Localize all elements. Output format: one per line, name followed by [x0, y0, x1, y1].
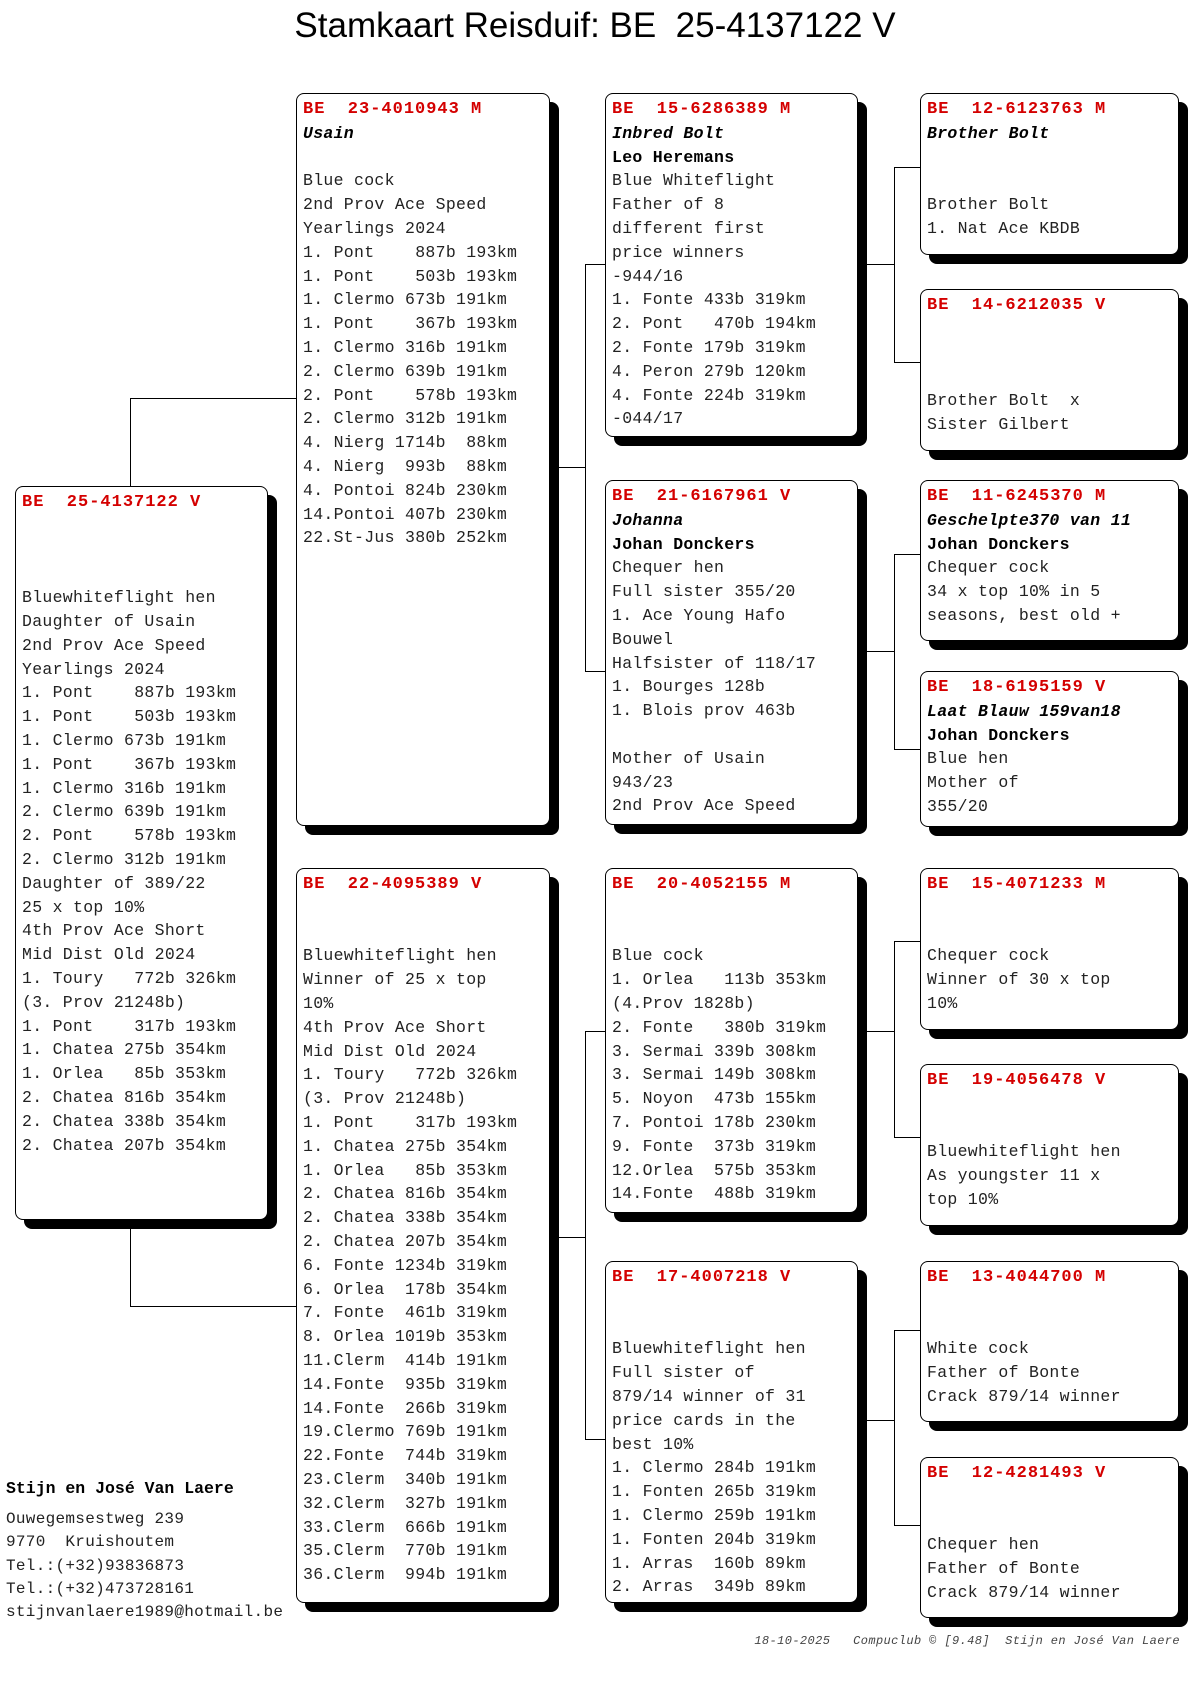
pigeon-info-line: 1. Pont 503b 193km [22, 707, 237, 727]
connector [585, 1031, 586, 1440]
pigeon-info-line: Chequer cock [927, 558, 1050, 578]
pigeon-info-line: Father of 8 [612, 195, 725, 215]
pigeon-owner [927, 1117, 1172, 1141]
pigeon-info-line: 1. Pont 317b 193km [303, 1112, 518, 1132]
pigeon-info-line: 2nd Prov Ace Speed [22, 635, 206, 655]
pigeon-info-line: 2nd Prov Ace Speed [303, 195, 487, 215]
pigeon-info-line: 4th Prov Ace Short [22, 921, 206, 941]
pigeon-info-line [927, 365, 1172, 389]
pigeon-info-line: 2. Clermo 639b 191km [303, 361, 508, 381]
pigeon-card-sire-sire[interactable] [605, 93, 858, 437]
pigeon-card-sire-dam-sire[interactable] [920, 480, 1179, 641]
page-title: Stamkaart Reisduif: BE 25-4137122 V [294, 6, 896, 45]
connector [866, 651, 894, 652]
connector [585, 264, 605, 265]
pigeon-info-line: 22.St-Jus 380b 252km [303, 528, 508, 548]
pigeon-info-line: Winner of 25 x top [303, 970, 487, 990]
pigeon-info-line: Halfsister of 118/17 [612, 653, 817, 673]
pigeon-owner: Johan Donckers [612, 534, 755, 554]
pigeon-info-line: 1. Pont 887b 193km [303, 242, 518, 262]
connector [585, 1031, 605, 1032]
pigeon-name: Laat Blauw 159van18 [927, 701, 1121, 721]
pigeon-info-line: 14.Fonte 266b 319km [303, 1398, 508, 1418]
pigeon-info-line: 1. Arras 160b 89km [612, 1553, 806, 1573]
pigeon-info-line: 1. Clermo 259b 191km [612, 1505, 817, 1525]
ring-number: BE 15-6286389 M [612, 100, 792, 119]
pigeon-name: Johanna [612, 510, 684, 530]
pigeon-owner [612, 921, 851, 945]
pigeon-info-line: best 10% [612, 1434, 694, 1454]
connector [894, 554, 895, 750]
pigeon-info-line: 10% [303, 993, 334, 1013]
connector [130, 1306, 296, 1307]
footer-credit: 18-10-2025 Compuclub © [9.48] Stijn en José Van Laere [754, 1634, 1180, 1648]
pigeon-info-line: price winners [612, 242, 745, 262]
pigeon-info-line: White cock [927, 1339, 1030, 1359]
breeder-line: Tel.:(+32)93836873 [6, 1556, 185, 1575]
pigeon-info-line: 2. Chatea 338b 354km [22, 1111, 227, 1131]
pigeon-card-dam[interactable] [296, 868, 550, 1603]
breeder-line: 9770 Kruishoutem [6, 1533, 175, 1552]
pigeon-name [927, 897, 1172, 921]
pigeon-info-line: 7. Pontoi 178b 230km [612, 1112, 817, 1132]
pigeon-info-line: 2. Clermo 639b 191km [22, 802, 227, 822]
pigeon-info-line: 8. Orlea 1019b 353km [303, 1327, 508, 1347]
pigeon-info-line: 5. Noyon 473b 155km [612, 1089, 817, 1109]
pigeon-info-line: Bluewhiteflight hen [612, 1339, 806, 1359]
pigeon-info-line: 1. Bourges 128b [612, 677, 766, 697]
ring-number: BE 12-6123763 M [927, 100, 1107, 119]
pigeon-info-line: 7. Fonte 461b 319km [303, 1303, 508, 1323]
pigeon-info-line: 4. Nierg 993b 88km [303, 456, 508, 476]
pigeon-info-line: 1. Clermo 673b 191km [303, 290, 508, 310]
pigeon-info-line: Chequer hen [612, 558, 725, 578]
pigeon-info-line: 2. Chatea 816b 354km [22, 1087, 227, 1107]
connector [866, 264, 894, 265]
pigeon-owner [927, 1510, 1172, 1534]
ring-number: BE 21-6167961 V [612, 487, 792, 506]
pigeon-info-line: 3. Sermai 149b 308km [612, 1065, 817, 1085]
pigeon-info-line: 34 x top 10% in 5 [927, 582, 1101, 602]
ring-number: BE 15-4071233 M [927, 875, 1107, 894]
pigeon-info-line: 2. Fonte 380b 319km [612, 1017, 827, 1037]
pigeon-info-line: 2. Chatea 338b 354km [303, 1208, 508, 1228]
pigeon-info-line: 1. Pont 317b 193km [22, 1016, 237, 1036]
pigeon-name [612, 897, 851, 921]
pigeon-info-line: 1. Chatea 275b 354km [22, 1040, 227, 1060]
pigeon-info-line: 19.Clermo 769b 191km [303, 1422, 508, 1442]
pigeon-card-subject[interactable] [15, 486, 268, 1220]
connector [130, 398, 131, 486]
pigeon-info-line: 2. Pont 470b 194km [612, 314, 817, 334]
pigeon-info-line: 35.Clerm 770b 191km [303, 1541, 508, 1561]
pigeon-name: Inbred Bolt [612, 123, 725, 143]
pigeon-info-line: 14.Fonte 935b 319km [303, 1374, 508, 1394]
pigeon-card-dam-dam[interactable] [605, 1261, 858, 1603]
pigeon-info-line [927, 169, 1172, 193]
pigeon-info-line: (3. Prov 21248b) [303, 1089, 467, 1109]
pigeon-info-line: 23.Clerm 340b 191km [303, 1469, 508, 1489]
pigeon-info-line: Brother Bolt x [927, 391, 1081, 411]
pigeon-info-line: Crack 879/14 winner [927, 1386, 1121, 1406]
pigeon-owner: Leo Heremans [612, 147, 735, 167]
pigeon-info-line: -944/16 [612, 266, 684, 286]
pigeon-info-line: 1. Pont 367b 193km [303, 314, 518, 334]
ring-number: BE 11-6245370 M [927, 487, 1107, 506]
pigeon-info-line: 25 x top 10% [22, 897, 145, 917]
pigeon-info-line: Full sister 355/20 [612, 582, 796, 602]
pigeon-info-line: Bluewhiteflight hen [303, 946, 497, 966]
pigeon-info-line: Daughter of 389/22 [22, 873, 206, 893]
pigeon-info-line: Mid Dist Old 2024 [303, 1041, 477, 1061]
pigeon-name: Brother Bolt [927, 123, 1050, 143]
ring-number: BE 20-4052155 M [612, 875, 792, 894]
pigeon-info-line: Mother of [927, 773, 1019, 793]
pigeon-info-line: Yearlings 2024 [303, 218, 446, 238]
pigeon-info-line: 2. Chatea 207b 354km [22, 1135, 227, 1155]
pigeon-info-line: 9. Fonte 373b 319km [612, 1136, 817, 1156]
pigeon-card-sire-sire-dam[interactable] [920, 289, 1179, 451]
ring-number: BE 13-4044700 M [927, 1268, 1107, 1287]
pigeon-card-dam-sire-dam[interactable] [920, 1064, 1179, 1226]
pigeon-info-line: 1. Blois prov 463b [612, 701, 796, 721]
pigeon-info-line: 33.Clerm 666b 191km [303, 1517, 508, 1537]
connector [894, 167, 895, 363]
ring-number: BE 18-6195159 V [927, 678, 1107, 697]
pigeon-info-line: 36.Clerm 994b 191km [303, 1565, 508, 1585]
pigeon-info-line: Blue Whiteflight [612, 171, 776, 191]
connector [894, 941, 920, 942]
pigeon-info-line: 4. Pontoi 824b 230km [303, 480, 508, 500]
connector [130, 398, 296, 399]
pigeon-card-sire-sire-sire[interactable] [920, 93, 1179, 255]
pigeon-info-line: Bluewhiteflight hen [927, 1142, 1121, 1162]
pigeon-owner [927, 921, 1172, 945]
pigeon-name [927, 1093, 1172, 1117]
pigeon-info-line: 1. Pont 367b 193km [22, 754, 237, 774]
pigeon-info-line [612, 723, 851, 747]
pigeon-info-line: 2nd Prov Ace Speed [612, 796, 796, 816]
pigeon-info-line: different first [612, 218, 766, 238]
connector [894, 749, 920, 750]
pigeon-info-line: price cards in the [612, 1410, 796, 1430]
pigeon-card-sire[interactable] [296, 93, 550, 826]
ring-number: BE 23-4010943 M [303, 100, 483, 119]
pigeon-info-line: 1. Toury 772b 326km [303, 1065, 518, 1085]
pigeon-info-line: 1. Pont 503b 193km [303, 266, 518, 286]
pigeon-info-line: (3. Prov 21248b) [22, 992, 186, 1012]
pigeon-info-line: 1. Ace Young Hafo [612, 605, 786, 625]
pigeon-info-line: 1. Toury 772b 326km [22, 968, 237, 988]
pigeon-info-line: 2. Arras 349b 89km [612, 1577, 806, 1597]
connector [894, 167, 920, 168]
pigeon-info-line: 1. Nat Ace KBDB [927, 218, 1081, 238]
breeder-line: Ouwegemsestweg 239 [6, 1510, 185, 1528]
pigeon-info-line: Blue cock [303, 171, 395, 191]
pigeon-info-line: 6. Orlea 178b 354km [303, 1279, 508, 1299]
pigeon-info-line: 1. Clermo 673b 191km [22, 730, 227, 750]
pigeon-info-line: 1. Fonten 265b 319km [612, 1482, 817, 1502]
pigeon-info-line: Daughter of Usain [22, 611, 196, 631]
connector [894, 941, 895, 1138]
pigeon-name [927, 1290, 1172, 1314]
pigeon-name [22, 515, 261, 539]
pigeon-card-sire-dam-dam[interactable] [920, 671, 1179, 827]
pigeon-info-line: 943/23 [612, 772, 674, 792]
pigeon-owner [927, 342, 1172, 366]
connector [894, 554, 920, 555]
pigeon-info-line: 10% [927, 993, 958, 1013]
pigeon-info-line: 2. Chatea 207b 354km [303, 1231, 508, 1251]
pigeon-card-dam-dam-sire[interactable] [920, 1261, 1179, 1422]
pigeon-info-line: 14.Pontoi 407b 230km [303, 504, 508, 524]
breeder-email[interactable]: stijnvanlaere1989@hotmail.be [6, 1603, 284, 1622]
pigeon-info-line: 11.Clerm 414b 191km [303, 1350, 508, 1370]
pigeon-name: Geschelpte370 van 11 [927, 510, 1132, 530]
pigeon-owner [927, 146, 1172, 170]
pigeon-info-line: 12.Orlea 575b 353km [612, 1160, 817, 1180]
pigeon-info-line: 2. Pont 578b 193km [303, 385, 518, 405]
pigeon-owner [303, 146, 543, 170]
pigeon-info-line: 2. Pont 578b 193km [22, 826, 237, 846]
pigeon-info-line: Chequer hen [927, 1535, 1040, 1555]
connector [894, 1330, 895, 1526]
pigeon-info-line: 1. Fonten 204b 319km [612, 1529, 817, 1549]
pigeon-name [303, 897, 543, 921]
pigeon-info-line: 1. Pont 887b 193km [22, 683, 237, 703]
pigeon-info-line: (4.Prov 1828b) [612, 993, 755, 1013]
ring-number: BE 19-4056478 V [927, 1071, 1107, 1090]
pigeon-info-line: 2. Clermo 312b 191km [22, 849, 227, 869]
ring-number: BE 17-4007218 V [612, 1268, 792, 1287]
pigeon-card-dam-sire[interactable] [605, 868, 858, 1213]
pigeon-info-line: 4. Nierg 1714b 88km [303, 433, 508, 453]
breeder-info [6, 1479, 283, 1624]
pigeon-info-line: Winner of 30 x top [927, 970, 1111, 990]
connector [585, 1439, 605, 1440]
ring-number: BE 14-6212035 V [927, 296, 1107, 315]
pigeon-info-line: As youngster 11 x [927, 1166, 1101, 1186]
pigeon-info-line: 1. Clermo 284b 191km [612, 1458, 817, 1478]
pigeon-info-line: Bouwel [612, 629, 674, 649]
pigeon-info-line: Blue hen [927, 749, 1009, 769]
pigeon-name [927, 1486, 1172, 1510]
connector [894, 1525, 920, 1526]
pigeon-info-line: Brother Bolt [927, 195, 1050, 215]
pigeon-info-line: Sister Gilbert [927, 414, 1070, 434]
pigeon-info-line: 2. Chatea 816b 354km [303, 1184, 508, 1204]
pigeon-info-line: 1. Fonte 433b 319km [612, 290, 806, 310]
connector [557, 1237, 585, 1238]
connector [894, 362, 920, 363]
pigeon-info-line: 1. Clermo 316b 191km [22, 778, 227, 798]
pigeon-info-line: 14.Fonte 488b 319km [612, 1184, 817, 1204]
pigeon-info-line: Father of Bonte [927, 1363, 1081, 1383]
connector [894, 1137, 920, 1138]
connector [557, 467, 585, 468]
connector [130, 1229, 131, 1307]
pigeon-info-line: Blue cock [612, 946, 704, 966]
pigeon-info-line: Chequer cock [927, 946, 1050, 966]
pigeon-info-line: 22.Fonte 744b 319km [303, 1446, 508, 1466]
pigeon-info-line: 1. Clermo 316b 191km [303, 337, 508, 357]
connector [866, 1031, 894, 1032]
pigeon-owner: Johan Donckers [927, 725, 1070, 745]
pigeon-info-line [22, 562, 261, 586]
pigeon-info-line: 1. Orlea 113b 353km [612, 970, 827, 990]
connector [894, 1330, 920, 1331]
pigeon-info-line: 2. Clermo 312b 191km [303, 409, 508, 429]
breeder-line: Tel.:(+32)473728161 [6, 1579, 195, 1598]
pigeon-info-line: Full sister of [612, 1363, 755, 1383]
connector [585, 671, 605, 672]
pigeon-owner [612, 1314, 851, 1338]
pigeon-info-line: Crack 879/14 winner [927, 1582, 1121, 1602]
pigeon-info-line: top 10% [927, 1189, 999, 1209]
pigeon-info-line: 4. Peron 279b 120km [612, 361, 806, 381]
pigeon-info-line: 355/20 [927, 796, 989, 816]
pigeon-card-sire-dam[interactable] [605, 480, 858, 825]
pigeon-name [927, 318, 1172, 342]
pigeon-info-line: Mother of Usain [612, 748, 766, 768]
pigeon-info-line: 879/14 winner of 31 [612, 1386, 806, 1406]
pigeon-info-line: Yearlings 2024 [22, 659, 165, 679]
pigeon-info-line: 4th Prov Ace Short [303, 1017, 487, 1037]
pigeon-card-dam-sire-sire[interactable] [920, 868, 1179, 1030]
breeder-name: Stijn en José Van Laere [6, 1479, 234, 1498]
pigeon-info-line: seasons, best old + [927, 605, 1121, 625]
pigeon-owner: Johan Donckers [927, 534, 1070, 554]
pigeon-info-line: 2. Fonte 179b 319km [612, 337, 806, 357]
pigeon-info-line: Mid Dist Old 2024 [22, 945, 196, 965]
pigeon-info-line: Father of Bonte [927, 1559, 1081, 1579]
pigeon-info-line: 32.Clerm 327b 191km [303, 1493, 508, 1513]
pigeon-info-line: 1. Orlea 85b 353km [303, 1160, 508, 1180]
pigeon-info-line: 1. Chatea 275b 354km [303, 1136, 508, 1156]
pigeon-info-line: 4. Fonte 224b 319km [612, 385, 806, 405]
ring-number: BE 12-4281493 V [927, 1464, 1107, 1483]
connector [585, 264, 586, 672]
pigeon-owner [927, 1314, 1172, 1338]
connector [866, 1420, 894, 1421]
pigeon-name [612, 1290, 851, 1314]
pigeon-info-line: Bluewhiteflight hen [22, 588, 216, 608]
pigeon-card-dam-dam-dam[interactable] [920, 1457, 1179, 1618]
ring-number: BE 25-4137122 V [22, 493, 202, 512]
pigeon-name: Usain [303, 123, 355, 143]
pigeon-info-line: -044/17 [612, 409, 684, 429]
pigeon-owner [303, 921, 543, 945]
pigeon-info-line: 1. Orlea 85b 353km [22, 1064, 227, 1084]
ring-number: BE 22-4095389 V [303, 875, 483, 894]
pigeon-info-line: 6. Fonte 1234b 319km [303, 1255, 508, 1275]
pigeon-info-line: 3. Sermai 339b 308km [612, 1041, 817, 1061]
pigeon-owner [22, 539, 261, 563]
